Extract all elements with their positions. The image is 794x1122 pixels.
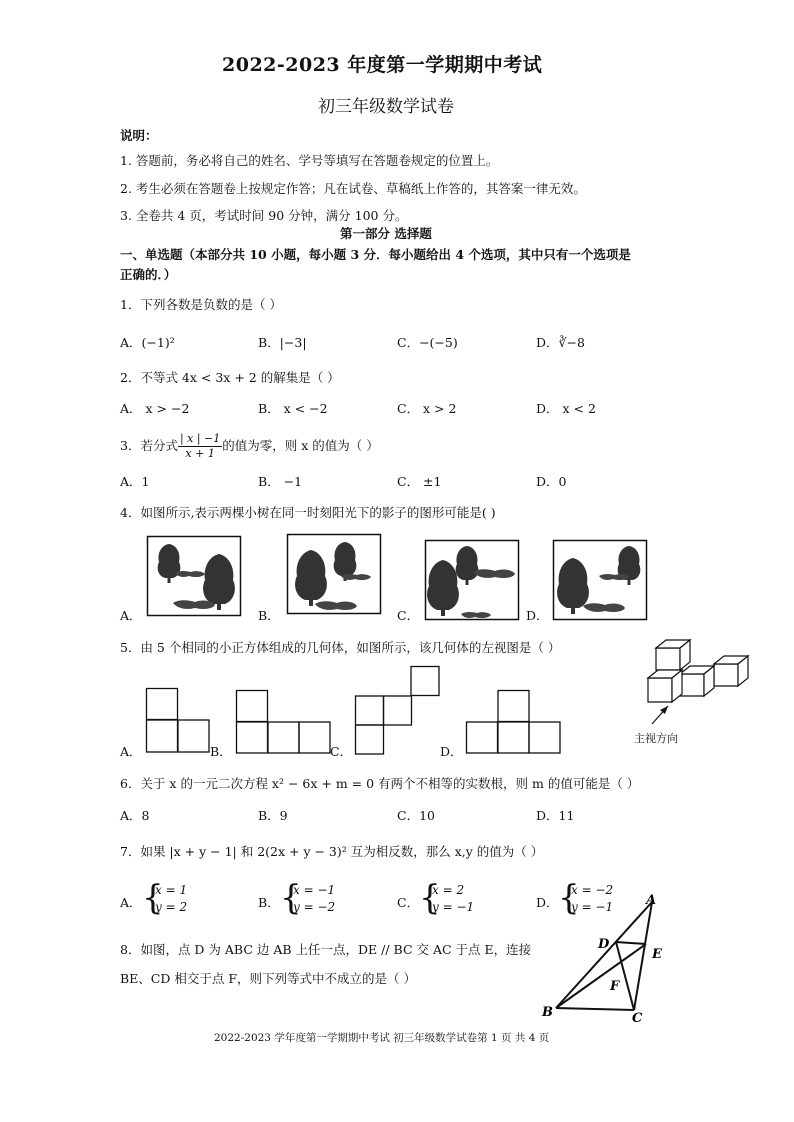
q1-stem: 1．下列各数是负数的是（ ）: [120, 297, 282, 312]
instructions-heading: 说明：: [120, 128, 158, 143]
equation: y = −2: [293, 900, 336, 914]
q6-option-c: C．10: [397, 808, 435, 823]
q7-option-b-brace: {: [280, 878, 302, 918]
q5-option-c: C．: [330, 744, 353, 759]
q5-stem: 5．由 5 个相同的小正方体组成的几何体，如图所示，该几何体的左视图是（ ）: [120, 640, 561, 655]
q7-option-c-label: C．: [397, 895, 420, 910]
q7-option-c-system: [432, 882, 474, 916]
q3-stem-post: 的值为零，则 x 的值为（ ）: [222, 438, 379, 453]
q4-option-a: A．: [120, 608, 142, 623]
label-e: E: [652, 947, 662, 962]
q5-figure-a: [146, 688, 210, 754]
q8-stem-line1: 8．如图，点 D 为 ABC 边 AB 上任一点，DE // BC 交 AC 于点 E，连接: [120, 942, 532, 957]
equation: y = 2: [155, 900, 188, 914]
exam-subtitle: 初三年级数学试卷: [318, 97, 454, 117]
q8-stem-line2: BE、CD 相交于点 F，则下列等式中不成立的是（ ）: [120, 971, 416, 986]
q4-image-d: [553, 540, 647, 620]
q8-triangle-figure: [540, 892, 670, 1026]
q5-option-d: D．: [440, 744, 463, 759]
q2-option-b: B． x < −2: [258, 401, 328, 416]
exam-title: 2022-2023 年度第一学期期中考试: [222, 54, 543, 76]
q7-option-a-label: A．: [120, 895, 142, 910]
instruction-item: 3. 全卷共 4 页，考试时间 90 分钟，满分 100 分。: [120, 208, 408, 223]
q3-option-d: D．0: [536, 474, 567, 489]
q4-option-c: C．: [397, 608, 420, 623]
q3-stem-pre: 3．若分式: [120, 438, 178, 453]
q2-option-a: A． x > −2: [120, 401, 190, 416]
q6-option-b: B．9: [258, 808, 288, 823]
q7-stem: 7．如果 |x + y − 1| 和 2(2x + y − 3)² 互为相反数，那么 x,y 的值为（ ）: [120, 844, 544, 859]
equation: y = −1: [571, 900, 614, 914]
q5-figure-d: [466, 690, 562, 754]
q3-fraction: [178, 432, 222, 461]
q7-option-d-label: D．: [536, 895, 559, 910]
q5-figure-c: [355, 666, 441, 756]
q3-stem: [120, 432, 379, 461]
q4-image-c: [425, 540, 519, 620]
label-f: F: [610, 979, 620, 994]
q1-option-d: D．∛−8: [536, 335, 585, 350]
part-title: 第一部分 选择题: [340, 226, 432, 241]
q4-stem: 4．如图所示,表示两棵小树在同一时刻阳光下的影子的图形可能是( ): [120, 505, 496, 520]
q7-option-b-system: [293, 882, 335, 916]
q3-option-a: A．1: [120, 474, 150, 489]
q1-option-c: C．−(−5): [397, 335, 458, 350]
q5-option-a: A．: [120, 744, 142, 759]
q7-option-a-brace: {: [142, 878, 164, 918]
q4-option-d: D．: [526, 608, 549, 623]
section-heading-line1: 一、单选题（本部分共 10 小题，每小题 3 分．每小题给出 4 个选项，其中只有一个选项是: [120, 247, 631, 262]
q3-option-b: B． −1: [258, 474, 303, 489]
q7-option-d-brace: {: [558, 878, 580, 918]
instruction-item: 2. 考生必须在答题卷上按规定作答；凡在试卷、草稿纸上作答的，其答案一律无效。: [120, 181, 586, 196]
q4-image-a: [147, 536, 241, 616]
section-heading-line2: 正确的．）: [120, 267, 177, 282]
q3-option-c: C． ±1: [397, 474, 442, 489]
label-a: A: [646, 893, 657, 908]
q1-option-a: A．(−1)²: [120, 335, 175, 350]
view-direction-label: 主视方向: [634, 732, 678, 745]
q5-option-b: B．: [210, 744, 232, 759]
label-b: B: [542, 1005, 553, 1020]
label-c: C: [632, 1011, 643, 1026]
q7-option-c-brace: {: [419, 878, 441, 918]
equation: x = −1: [293, 883, 336, 897]
q2-option-c: C． x > 2: [397, 401, 457, 416]
equation: y = −1: [432, 900, 475, 914]
equation: x = 2: [432, 883, 465, 897]
q6-option-d: D．11: [536, 808, 575, 823]
q4-option-b: B．: [258, 608, 280, 623]
q2-stem: 2．不等式 4x < 3x + 2 的解集是（ ）: [120, 370, 340, 385]
q5-figure-b: [236, 690, 332, 754]
equation: x = −2: [571, 883, 614, 897]
q1-option-b: B．|−3|: [258, 335, 307, 350]
q3-fraction-numerator: | x | −1: [179, 432, 221, 445]
instruction-item: 1. 答题前，务必将自己的姓名、学号等填写在答题卷规定的位置上。: [120, 153, 499, 168]
q4-image-b: [287, 534, 381, 614]
equation: x = 1: [155, 883, 188, 897]
q6-option-a: A．8: [120, 808, 150, 823]
q5-solid-figure: [640, 636, 752, 726]
label-d: D: [598, 937, 610, 952]
q7-option-a-system: [155, 882, 187, 916]
q7-option-b-label: B．: [258, 895, 280, 910]
q6-stem: 6．关于 x 的一元二次方程 x² − 6x + m = 0 有两个不相等的实数根，则 m 的值可能是（ ）: [120, 776, 640, 791]
q3-fraction-denominator: x + 1: [185, 447, 215, 460]
q2-option-d: D． x < 2: [536, 401, 596, 416]
page-footer: 2022-2023 学年度第一学期期中考试 初三年级数学试卷第 1 页 共 4 页: [214, 1032, 550, 1044]
